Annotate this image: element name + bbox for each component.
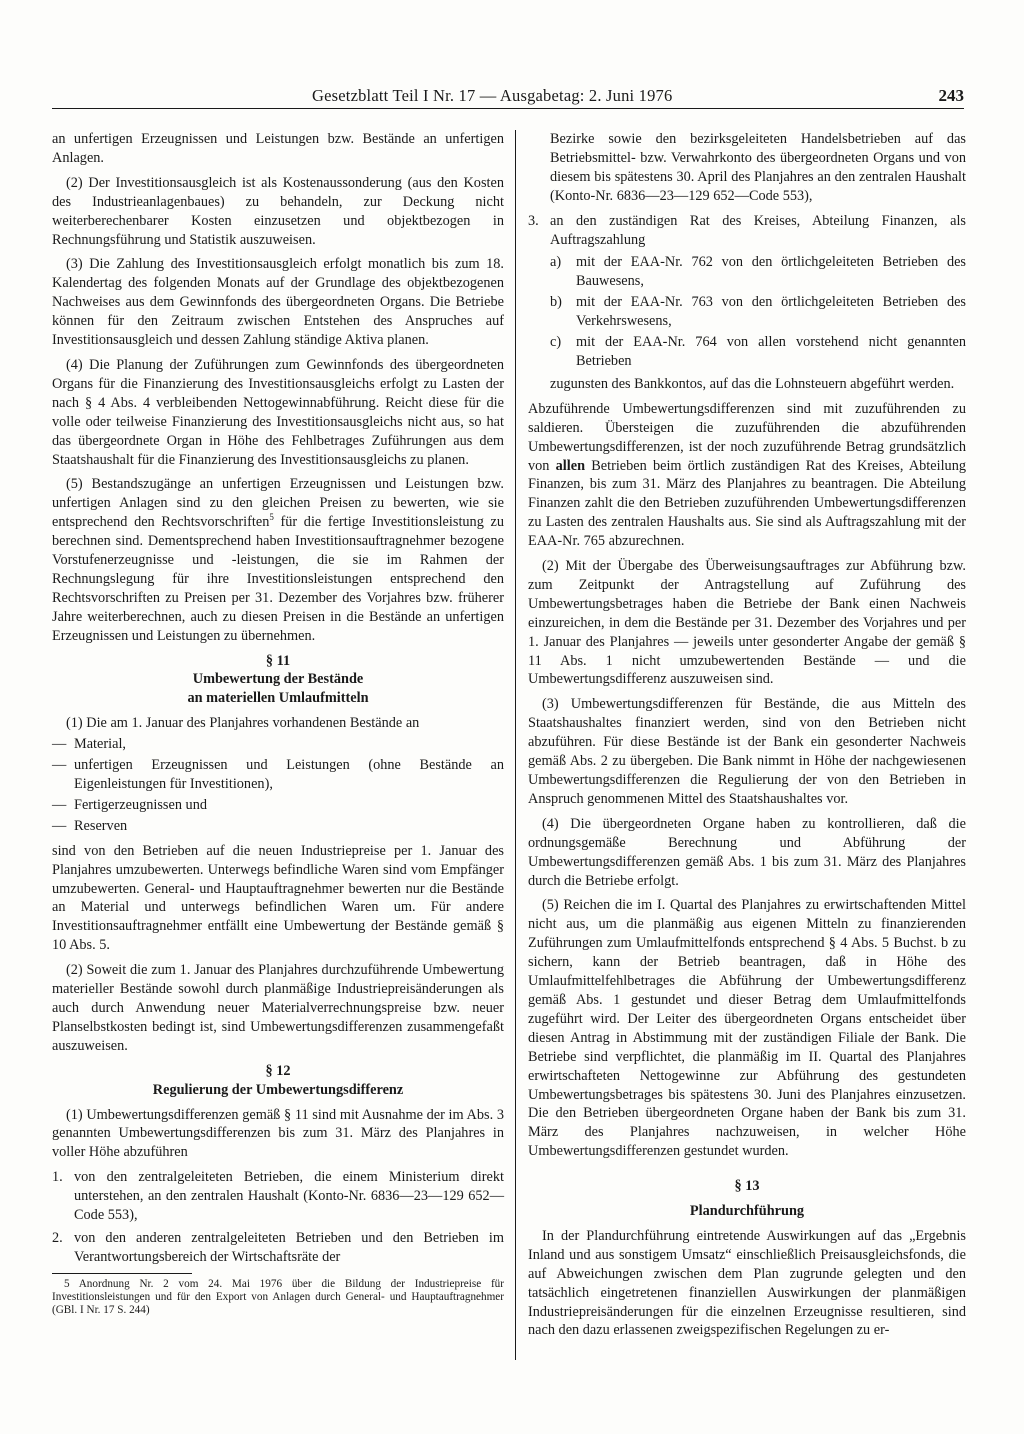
enum-marker: a) xyxy=(550,254,562,271)
footnote-rule xyxy=(52,1273,192,1274)
paragraph: an unfertigen Erzeugnissen und Leistungen bzw. Bestände an unfertigen Anlagen. xyxy=(52,131,504,166)
list-item xyxy=(52,1229,504,1267)
paragraph-text: (5) Bestandszugänge an unfertigen Erzeugnissen und Leistungen bzw. unfertigen Anlagen sind zu den gleichen Preisen zu bewerten, wie sie entsprechend den Rechtsvorschriften xyxy=(52,476,504,531)
page-number: 243 xyxy=(938,86,964,105)
paragraph xyxy=(52,475,504,645)
paragraph: (3) Die Zahlung des Investitionsausgleich erfolgt monatlich bis zum 18. Kalendertag des folgenden Monats auf der Grundlage des objektbezogenen Nachweises aus dem Gewinnfonds des übergeordneten Organs. Die Betriebe können für den Zeitraum zwischen Entstehen des Anspruches auf Investitionsausgleich und dessen Zahlung ständige Aktiva planen. xyxy=(52,256,504,349)
enum-marker: b) xyxy=(550,294,562,311)
paragraph: (2) Der Investitionsausgleich ist als Kostenaussonderung (aus den Kosten des Industrieanlagenbaues) zu behandeln, zur Deckung nicht weiterberechenbarer Kosten einzusetzen und objektbezogen in Rechnungsführung und Statistik auszuweisen. xyxy=(52,174,504,248)
list-item-text: Fertigerzeugnissen und xyxy=(74,796,208,813)
paragraph: (4) Die übergeordneten Organe haben zu kontrollieren, daß die ordnungsgemäße Berechnung und Abführung der Umbewertungsdifferenzen gemäß Abs. 1 bis zum 31. März des Planjahres durch die Betriebe erfolgt. xyxy=(528,815,966,889)
list-item-text: mit der EAA-Nr. 762 von den örtlichgeleiteten Betrieben des Bauwesens, xyxy=(576,254,966,290)
enum-marker: 2. xyxy=(52,1229,63,1246)
paragraph: sind von den Betrieben auf die neuen Industriepreise per 1. Januar des Planjahres umzubewerten. Unterwegs befindliche Waren sind vom Empfänger umzubewerten. General- und Hauptauftragnehmer bewerten nur die Bestände an Material und unterwegs befindlichen Waren um. Für andere Investitionsauftragnehmer entfällt eine Umbewertung der Bestände gemäß § 10 Abs. 5. xyxy=(52,842,504,954)
paragraph: (1) Umbewertungsdifferenzen gemäß § 11 sind mit Ausnahme der im Abs. 3 genannten Umbewertungsdifferenzen bis zum 31. März des Planjahres in voller Höhe abzuführen xyxy=(52,1106,504,1161)
section-title: Plandurchführung xyxy=(689,1203,805,1220)
paragraph: zugunsten des Bankkontos, auf das die Lohnsteuern abgeführt werden. xyxy=(550,375,955,392)
list-item-text: mit der EAA-Nr. 764 von allen vorstehend nicht genannten Betrieben xyxy=(576,334,966,369)
paragraph: (5) Reichen die im I. Quartal des Planjahres zu erwirtschaftenden Mittel nicht aus, um die planmäßig aus eigenen Mitteln zu finanzierenden Zuführungen zum Umlaufmittelfonds entsprechend § 4 Abs. 5 Buchst. b zu sichern, kann der Betrieb beantragen, daß in Höhe des Umlaufmittelfehlbetrages die Abführung der Umbewertungsdifferenz gemäß Abs. 1 gestundet und dieser Betrag dem Umlaufmittelfonds zugeführt wird. Der Leiter des übergeordneten Organs entscheidet über diesen Antrag in Abstimmung mit der zuständigen Filiale der Bank. Die Betriebe sind verpflichtet, die planmäßig im II. Quartal des Planjahres erwirtschafteten Nettogewinne zur Abführung des gestundeten Umbewertungsbetrages bis spätestens 30. Juni des Planjahres einzusetzen. Die den Betrieben übergeordneten Organe haben der Bank bis zum 31. März des Planjahres nachzuweisen, in welcher Höhe Umbewertungsdifferenzen gestundet wurden. xyxy=(528,897,966,1160)
emphasis-text: allen xyxy=(555,457,586,474)
paragraph: (4) Die Planung der Zuführungen zum Gewinnfonds des übergeordneten Organs für die Finanzierung des Investitionsausgleichs erfolgt zu Lasten der nach § 4 Abs. 4 verbleibenden Nettogewinnabführung. Reicht diese für die volle oder teilweise Finanzierung des Investitionsausgleichs nicht aus, so hat das übergeordnete Organ in Höhe des Fehlbetrages Zuführungen aus dem Staatshaushalt für die Finanzierung des Investitionsausgleichs zu planen. xyxy=(52,356,504,468)
list-item-text: Material, xyxy=(74,736,127,753)
column-divider xyxy=(515,130,516,1360)
list-item xyxy=(550,333,966,371)
list-item xyxy=(52,796,504,815)
enum-marker: 1. xyxy=(52,1169,63,1186)
footnote: 5 Anordnung Nr. 2 vom 24. Mai 1976 über die Bildung der Industriepreise für Investitionsleistungen und für den Export von Anlagen durch General- und Hauptauftragnehmer (GBl. I Nr. 17 S. 244) xyxy=(52,1277,504,1316)
paragraph: (2) Soweit die zum 1. Januar des Planjahres durchzuführende Umbewertung materieller Bestände sowohl durch planmäßige Industriepreisänderungen als auch durch Anwendung neuer Materialverrechnungspreise bzw. neuer Planselbstkosten bedingt ist, sind Umbewertungsdifferenzen zusammengefaßt auszuweisen. xyxy=(52,962,504,1054)
list-item xyxy=(52,817,504,836)
section-title: Umbewertung der Bestände xyxy=(192,671,364,688)
list-item-text: an den zuständigen Rat des Kreises, Abteilung Finanzen, als Auftragszahlung xyxy=(550,212,966,248)
list-item-text: unfertigen Erzeugnissen und Leistungen (ohne Bestände an Eigenleistungen für Investitionen), xyxy=(74,757,504,792)
left-column xyxy=(52,130,504,1317)
dash-marker: — xyxy=(52,757,67,774)
section-number: § 11 xyxy=(265,652,291,669)
paragraph xyxy=(528,400,966,551)
list-item xyxy=(550,253,966,291)
paragraph: Bezirke sowie den bezirksgeleiteten Handelsbetrieben auf das Betriebsmittel- bzw. Verwahrkonto des übergeordneten Organs und von diesem bis spätestens 30. April des Planjahres an den zentralen Haushalt (Konto-Nr. 6836—23—129 652—Code 553), xyxy=(550,131,966,204)
list-item-text: Reserven xyxy=(74,817,128,834)
paragraph: (2) Mit der Übergabe des Überweisungsauftrages zur Abführung bzw. zum Zeitpunkt der Antragstellung auf Zuführung des Umbewertungsbetrages haben die Betriebe der Bank einen Nachweis einzureichen, in dem die Bestände per 31. Dezember des Vorjahres und per 1. Januar des Planjahres — jeweils unter gesonderter Angabe der gemäß § 11 Abs. 1 nicht umzubewertenden Bestände — und die Umbewertungsdifferenz auszuweisen sind. xyxy=(528,558,966,688)
enum-marker: c) xyxy=(550,334,562,351)
footnote-reference: 5 xyxy=(269,512,274,523)
dash-marker: — xyxy=(52,736,67,753)
page-header xyxy=(52,86,964,109)
paragraph-text: Betrieben beim örtlich zuständigen Rat des Kreises, Abteilung Finanzen, bis zum 31. März des Planjahres zu beantragen. Die Abteilung Finanzen zahlt die den Betrieben zuzuführenden Umbewertungsdifferenzen zu Lasten des zentralen Haushalts aus. Sie sind als Auftragszahlung mit der EAA-Nr. 765 abzurechnen. xyxy=(528,457,966,550)
paragraph: (1) Die am 1. Januar des Planjahres vorhandenen Bestände an xyxy=(66,715,420,732)
list-item-text: mit der EAA-Nr. 763 von den örtlichgeleiteten Betrieben des Verkehrswesens, xyxy=(576,294,966,330)
paragraph-text: Abzuführende Umbewertungsdifferenzen sind mit zuzuführenden zu saldieren. Übersteigen die zuzuführenden die abzuführenden Umbewertungsdifferenzen, ist der noch zuzuführende Betrag grundsätzlich von xyxy=(528,400,966,474)
list-item xyxy=(528,212,966,250)
section-number: § 12 xyxy=(265,1062,291,1079)
section-title: an materiellen Umlaufmitteln xyxy=(187,690,369,707)
paragraph: In der Plandurchführung eintretende Auswirkungen auf das „Ergebnis Inland und aus sonstigem Umsatz“ einschließlich Preisausgleichsfonds, die auf Abweichungen zwischen dem Plan zugrunde gelegten und den tatsächlich eingetretenen finanziellen Auswirkungen der planmäßigen Industriepreisänderungen für die einzelnen Erzeugnisse resultieren, sind nach den dazu erlassenen zweigspezifischen Regelungen zu er- xyxy=(528,1227,966,1339)
section-number: § 13 xyxy=(734,1178,760,1195)
list-item-text: von den anderen zentralgeleiteten Betrieben und den Betrieben im Verantwortungsbereich der Wirtschaftsräte der xyxy=(74,1229,504,1265)
enum-marker: 3. xyxy=(528,212,539,229)
paragraph-text: für die fertige Investitionsleistung zu berechnen sind. Dementsprechend haben Investitionsauftragnehmer bezogene Vorstufenerzeugnisse und -leistungen, die sie im Rahmen der Rechnungslegung für ihre Investitionsleistungen entsprechend den Rechtsvorschriften zu Preisen per 31. Dezember des Vorjahres bzw. früherer Jahre weiterberechnen, auch zu diesen Preisen in die Bestände an unfertigen Erzeugnissen und Leistungen zu übernehmen. xyxy=(52,514,504,644)
list-item xyxy=(52,756,504,794)
list-item xyxy=(550,293,966,331)
list-item-text: von den zentralgeleiteten Betrieben, die einem Ministerium direkt unterstehen, an den zentralen Haushalt (Konto-Nr. 6836—23—129 652—Code 553), xyxy=(74,1169,504,1224)
dash-marker: — xyxy=(52,817,67,834)
paragraph: (3) Umbewertungsdifferenzen für Bestände, die aus Mitteln des Staatshaushaltes finanziert werden, sind von den Betrieben nicht abzuführen. Für diese Bestände ist der Bank ein gesonderter Nachweis gemäß Abs. 2 zu übergeben. Die Bank nimmt in Höhe der nachgewiesenen Umbewertungsdifferenzen die Regulierung der von den Betrieben in Anspruch genommenen Mittel des Staatshaushaltes vor. xyxy=(528,696,966,807)
header-title: Gesetzblatt Teil I Nr. 17 — Ausgabetag: 2. Juni 1976 xyxy=(312,86,673,105)
dash-marker: — xyxy=(52,796,67,813)
right-column xyxy=(528,130,966,1346)
list-item xyxy=(52,1168,504,1225)
section-title: Regulierung der Umbewertungsdifferenz xyxy=(152,1081,404,1098)
list-item xyxy=(52,735,504,754)
